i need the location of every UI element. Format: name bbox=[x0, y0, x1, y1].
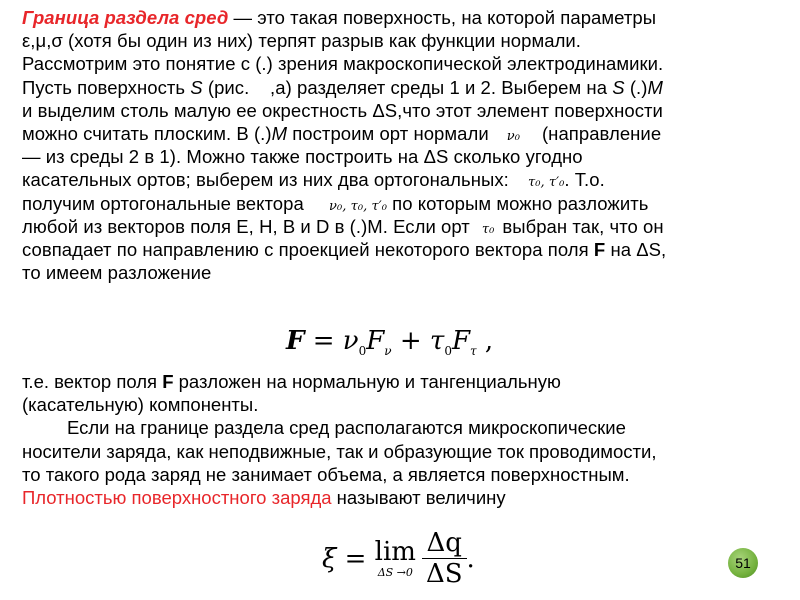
formula-sub: ν bbox=[384, 344, 392, 359]
text-span: — это такая поверхность, на которой параметры bbox=[228, 7, 657, 28]
formula-eq: = bbox=[304, 326, 343, 356]
formula-F: F bbox=[286, 326, 305, 356]
page-number: 51 bbox=[735, 555, 751, 571]
text-span: то такого рода заряд не занимает объема, а является поверхностным. bbox=[22, 463, 630, 485]
text-line bbox=[22, 29, 792, 52]
symbol-nu0: ν₀ bbox=[506, 128, 520, 144]
text-line bbox=[22, 6, 792, 29]
formula-Ft: F bbox=[451, 326, 470, 356]
text-span: носители заряда, как неподвижные, так и образующие ток проводимости, bbox=[22, 440, 657, 462]
text-line bbox=[22, 393, 792, 416]
text-line bbox=[22, 52, 792, 75]
term-interface: Граница раздела сред bbox=[22, 7, 229, 28]
term-surface-charge-density: Плотностью поверхностного заряда bbox=[22, 486, 332, 508]
formula-comma: , bbox=[476, 326, 494, 356]
text-span: можно считать плоским. В (.) bbox=[22, 122, 272, 144]
text-span: ε,μ,σ (хотя бы один из них) терпят разрыв как функции нормали. bbox=[22, 30, 581, 52]
text-span: называют величину bbox=[331, 486, 506, 508]
text-span: по которым можно разложить bbox=[386, 192, 649, 214]
text-line bbox=[22, 122, 792, 145]
formula-numerator: Δq bbox=[422, 528, 467, 559]
formula-surface-density bbox=[322, 528, 475, 589]
text-span: (направление bbox=[541, 122, 662, 144]
text-span: на ΔS, bbox=[605, 238, 667, 260]
formula-lim-text: lim bbox=[374, 537, 416, 567]
formula-xi: ξ bbox=[322, 543, 337, 574]
symbol-F: F bbox=[162, 371, 174, 392]
text-span: совпадает по направлению с проекцией некоторого вектора поля bbox=[22, 238, 594, 260]
formula-dot: . bbox=[466, 543, 475, 574]
text-span: Пусть поверхность bbox=[22, 76, 191, 98]
text-span: и выделим столь малую ее окрестность ΔS,что этот элемент поверхности bbox=[22, 99, 663, 121]
formula-lim-sub: ΔS →0 bbox=[377, 566, 413, 579]
text-span: то имеем разложение bbox=[22, 262, 212, 284]
text-span: касательных ортов; выберем из них два ортогональных: bbox=[22, 169, 514, 191]
symbol-M: M bbox=[647, 76, 663, 98]
symbol-M: M bbox=[271, 122, 288, 144]
formula-sub: 0 bbox=[358, 344, 367, 359]
text-line bbox=[22, 99, 792, 122]
symbol-nu0-tau0-tau0prime: ν₀, τ₀, τ′₀ bbox=[329, 198, 387, 214]
text-span: построим орт нормали bbox=[287, 122, 489, 144]
text-line bbox=[22, 215, 792, 238]
text-line bbox=[22, 238, 792, 261]
paragraph-definition bbox=[22, 6, 792, 284]
text-span: любой из векторов поля E, H, B и D в (.)M. Если орт bbox=[22, 215, 470, 237]
text-span: Если на границе раздела сред располагаются микроскопические bbox=[67, 417, 626, 439]
symbol-S: S bbox=[190, 76, 203, 98]
text-span: (касательную) компоненты. bbox=[22, 394, 259, 416]
page-number-badge bbox=[728, 548, 758, 578]
text-line bbox=[22, 486, 792, 509]
text-span: . Т.о. bbox=[564, 169, 605, 191]
text-span: разложен на нормальную и тангенциальную bbox=[173, 371, 561, 392]
text-span: (.) bbox=[624, 76, 648, 98]
formula-eq: = bbox=[336, 543, 375, 574]
formula-plus: + bbox=[391, 326, 430, 356]
symbol-tau0: τ₀ bbox=[481, 221, 495, 237]
formula-nu: ν bbox=[342, 326, 359, 356]
formula-decomposition bbox=[286, 326, 493, 358]
formula-fraction bbox=[422, 528, 467, 589]
symbol-tau0-tau0prime: τ₀, τ′₀ bbox=[528, 175, 565, 191]
symbol-S: S bbox=[612, 76, 625, 98]
formula-Fn: F bbox=[366, 326, 385, 356]
text-span: получим ортогональные вектора bbox=[22, 192, 309, 214]
text-line bbox=[22, 440, 792, 463]
text-line bbox=[22, 370, 792, 393]
text-span: т.е. вектор поля bbox=[22, 371, 163, 392]
text-span: — из среды 2 в 1). Можно также построить на ΔS сколько угодно bbox=[22, 146, 583, 168]
formula-denominator: ΔS bbox=[425, 559, 463, 589]
paragraph-surface-charge bbox=[22, 370, 792, 509]
text-span: выбран так, что он bbox=[502, 215, 664, 237]
formula-sub: 0 bbox=[444, 344, 452, 359]
text-line bbox=[22, 261, 792, 284]
text-span: (рис. ,а) разделяет среды 1 и 2. Выберем на bbox=[202, 76, 613, 98]
text-line bbox=[22, 145, 792, 168]
text-line bbox=[22, 416, 792, 439]
formula-sub: τ bbox=[470, 344, 477, 359]
text-span: Рассмотрим это понятие с (.) зрения макроскопической электродинамики. bbox=[22, 53, 664, 75]
text-line bbox=[22, 463, 792, 486]
symbol-F: F bbox=[593, 238, 606, 260]
formula-lim bbox=[375, 539, 416, 578]
text-line bbox=[22, 76, 792, 99]
text-line bbox=[22, 192, 792, 215]
formula-tau: τ bbox=[429, 326, 445, 356]
text-line bbox=[22, 168, 792, 191]
